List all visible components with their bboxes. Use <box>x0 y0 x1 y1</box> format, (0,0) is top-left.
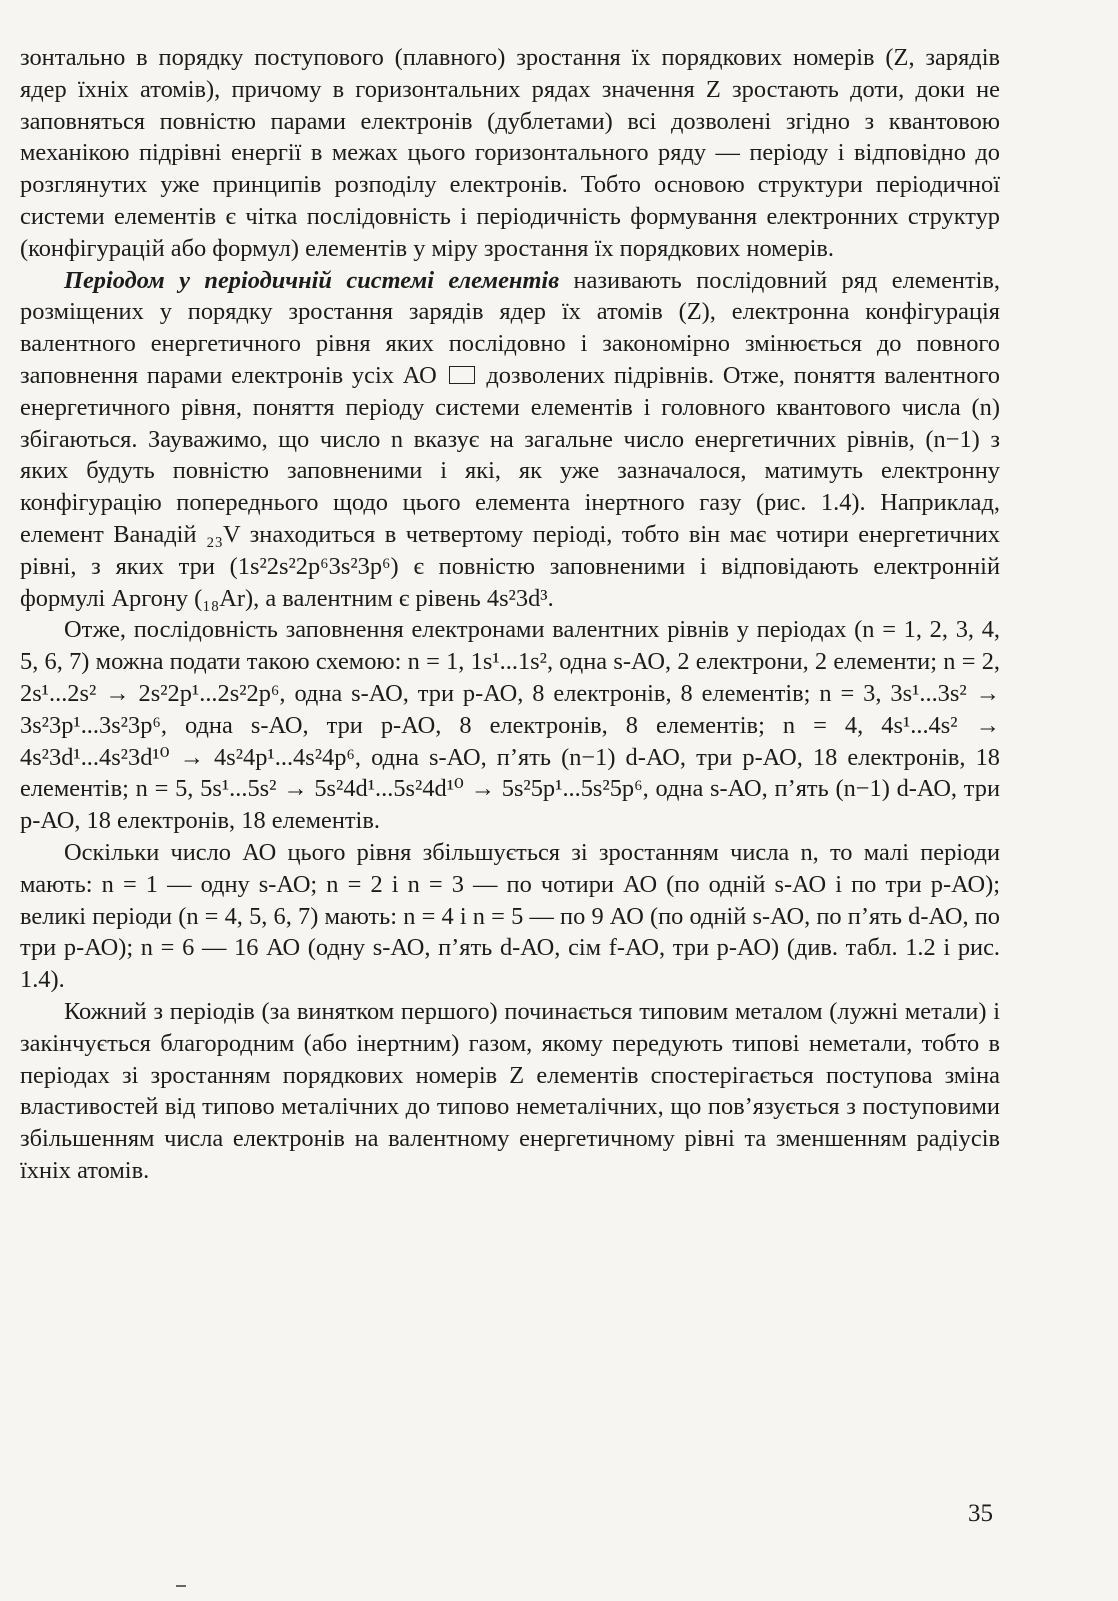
page-number: 35 <box>968 1500 993 1527</box>
orbital-box-icon <box>449 366 475 384</box>
scan-mark <box>176 1585 186 1587</box>
paragraph-properties-trend: Кожний з періодів (за винятком першого) починається типовим металом (лужні метали) і закінчується благородним (або інертним) газом, якому передують типові неметали, тобто в періодах зі зростанням порядкових номерів Z елементів спостерігається поступова зміна властивостей від типово металічних до типово неметалічних, що пов’язується з поступовими збільшенням числа електронів на валентному енергетичному рівні та зменшенням радіусів їхніх атомів. <box>20 997 1000 1184</box>
body-text <box>20 42 1000 1187</box>
paragraph-period-definition-part-a: називають послідовний ряд елементів, розміщених у порядку зростання зарядів ядер їх атомів (Z), електронна конфігурація валентного енергетичного рівня яких послідовно і закономірно змінюється до повного заповнення парами електронів усіх АО <box>20 266 1000 389</box>
paragraph-orbital-count: Оскільки число АО цього рівня збільшується зі зростанням числа n, то малі періоди мають: n = 1 — одну s-АО; n = 2 і n = 3 — по чотири АО (по одній s-АО і по три p-АО); великі періоди (n = 4, 5, 6, 7) мають: n = 4 і n = 5 — по 9 АО (по одній s-АО, по п’ять d-АО, по три p-АО); n = 6 — 16 АО (одну s-АО, п’ять d-АО, сім f-АО, три p-АО) (див. табл. 1.2 і рис. 1.4). <box>20 838 1000 994</box>
paragraph-filling-scheme: Отже, послідовність заповнення електронами валентних рівнів у періодах (n = 1, 2, 3, 4, 5, 6, 7) можна подати такою схемою: n = 1, 1s¹...1s², одна s-АО, 2 електрони, 2 елементи; n = 2, 2s¹...2s² → 2s²2p¹...2s²2p⁶, одна s-АО, три p-АО, 8 електронів, 8 елементів; n = 3, 3s¹...3s² → 3s²3p¹...3s²3p⁶, одна s-АО, три p-АО, 8 електронів, 8 елементів; n = 4, 4s¹...4s² → 4s²3d¹...4s²3d¹⁰ → 4s²4p¹...4s²4p⁶, одна s-АО, п’ять (n−1) d-АО, три p-АО, 18 електронів, 18 елементів; n = 5, 5s¹...5s² → 5s²4d¹...5s²4d¹⁰ → 5s²5p¹...5s²5p⁶, одна s-АО, п’ять (n−1) d-АО, три p-АО, 18 електронів, 18 елементів. <box>20 616 1000 835</box>
paragraph-continuation: зонтально в порядку поступового (плавного) зростання їх порядкових номерів (Z, зарядів ядер їхніх атомів), причому в горизонтальних рядах значення Z зростають доти, доки не заповняться повністю парами електронів (дублетами) всі дозволені згідно з квантовою механікою підрівні енергії в межах цього горизонтального ряду — періоду і відповідно до розглянутих уже принципів розподілу електронів. Тобто основою структури періодичної системи елементів є чітка послідовність і періодичність формування електронних структур (конфігурацій або формул) елементів у міру зростання їх порядкових номерів. <box>20 44 1000 262</box>
paragraph-period-definition-part-b: дозволених підрівнів. Отже, поняття валентного енергетичного рівня, поняття періоду системи елементів і головного квантового числа (n) збігаються. Зауважимо, що число n вказує на загальне число енергетичних рівнів, (n−1) з яких будуть повністю заповненими і які, як уже зазначалося, матимуть електронну конфігурацію попереднього щодо цього елемента інертного газу (рис. 1.4). Наприклад, елемент Ванадій ₂₃V знаходиться в четвертому періоді, тобто він має чотири енергетичних рівні, з яких три (1s²2s²2p⁶3s²3p⁶) є повністю заповненими і відповідають електронній формулі Аргону (₁₈Ar), а валентним є рівень 4s²3d³. <box>20 361 1000 612</box>
paragraph-period-definition <box>20 265 1000 615</box>
defined-term: Періодом у періодичній системі елементів <box>64 266 560 294</box>
